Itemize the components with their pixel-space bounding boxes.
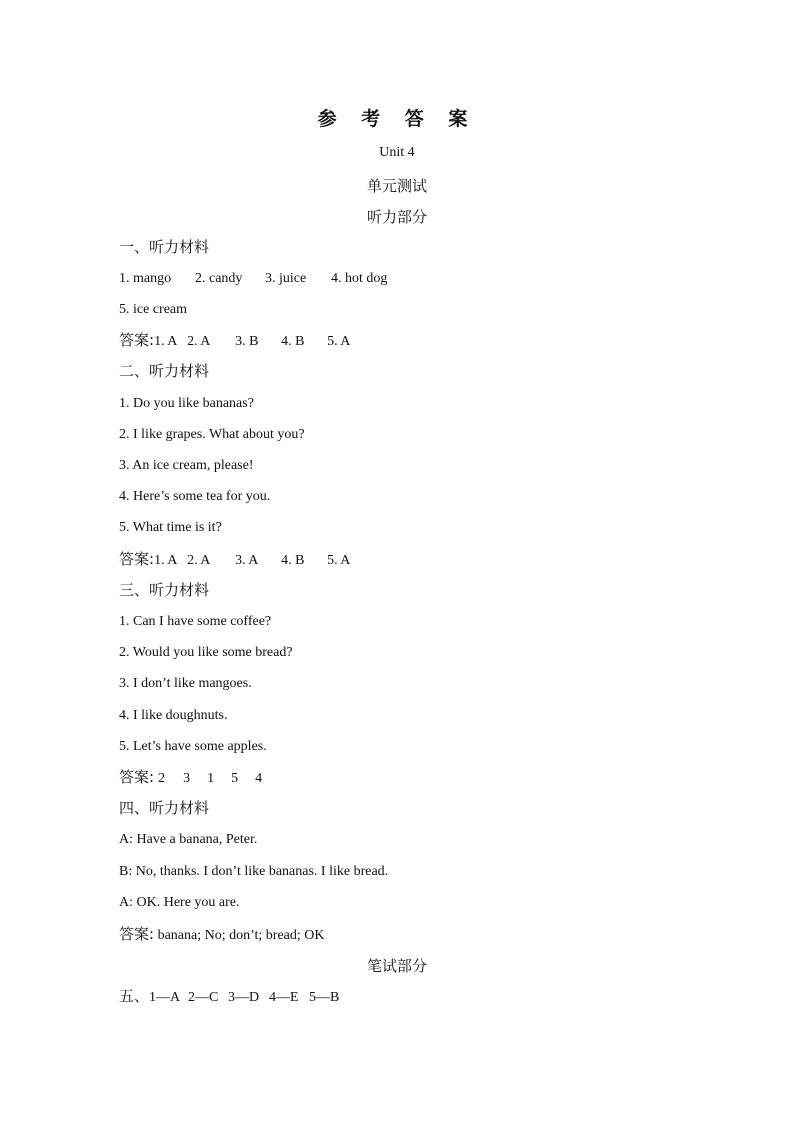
section-3-heading: 三、听力材料 [119,581,210,599]
section-1-answers [119,330,350,352]
answer-label: 答案: [119,331,155,349]
s1-answer-2: 2. A [187,334,211,349]
s5-answer-3: 3—D [228,990,260,1005]
s2-line-2: 2. I like grapes. What about you? [119,427,305,442]
unit-label: Unit 4 [379,145,415,160]
s2-line-1: 1. Do you like bananas? [119,396,254,411]
s3-line-1: 1. Can I have some coffee? [119,614,272,629]
section-2-answers [119,549,350,571]
s5-answer-2: 2—C [188,990,219,1005]
s1-answer-4: 4. B [281,334,305,349]
s3-answer-2: 3 [183,771,191,786]
test-name: 单元测试 [366,177,427,195]
section-4-heading: 四、听力材料 [119,799,210,817]
s5-prefix: 五、 [119,987,150,1005]
s2-answer-5: 5. A [327,553,351,568]
s1-answer-3: 3. B [235,334,259,349]
s3-answer-5: 4 [255,771,263,786]
writing-part-heading: 笔试部分 [366,957,427,975]
s2-line-5: 5. What time is it? [119,520,222,535]
s1-item-2: 2. candy [195,271,243,286]
page-title: 参 考 答 案 [317,108,477,130]
section-3-answers [119,767,262,789]
s4-line-2: B: No, thanks. I don’t like bananas. I like bread. [119,864,389,879]
s2-line-3: 3. An ice cream, please! [119,458,254,473]
section-4-answers [119,924,324,946]
s2-answer-2: 2. A [187,553,211,568]
s1-item-3: 3. juice [265,271,307,286]
s3-answer-1: 2 [158,771,166,786]
section-2-heading: 二、听力材料 [119,362,210,380]
s3-answer-4: 5 [231,771,239,786]
s2-answer-3: 3. A [235,553,259,568]
s1-answer-5: 5. A [327,334,351,349]
s3-line-5: 5. Let’s have some apples. [119,739,267,754]
answer-label: 答案: [119,768,155,786]
section-5-answers [119,986,339,1008]
s2-answer-4: 4. B [281,553,305,568]
answer-label: 答案: [119,550,155,568]
listening-part-heading: 听力部分 [366,208,427,226]
s3-line-3: 3. I don’t like mangoes. [119,676,252,691]
s1-item-1: 1. mango [119,271,172,286]
s5-answer-1: 1—A [149,990,181,1005]
s1-item-5: 5. ice cream [119,302,188,317]
s5-answer-4: 4—E [269,990,299,1005]
answer-label: 答案: [119,925,155,943]
s4-line-3: A: OK. Here you are. [119,895,240,910]
s3-answer-3: 1 [207,771,215,786]
s2-answer-1: 1. A [154,553,178,568]
s3-line-4: 4. I like doughnuts. [119,708,228,723]
section-1-heading: 一、听力材料 [119,238,210,256]
s4-line-1: A: Have a banana, Peter. [119,832,258,847]
s3-line-2: 2. Would you like some bread? [119,645,293,660]
s1-answer-1: 1. A [154,334,178,349]
section-1-items [119,269,387,289]
s4-answer-text: banana; No; don’t; bread; OK [154,928,325,943]
s2-line-4: 4. Here’s some tea for you. [119,489,271,504]
s5-answer-5: 5—B [309,990,340,1005]
s1-item-4: 4. hot dog [331,271,388,286]
